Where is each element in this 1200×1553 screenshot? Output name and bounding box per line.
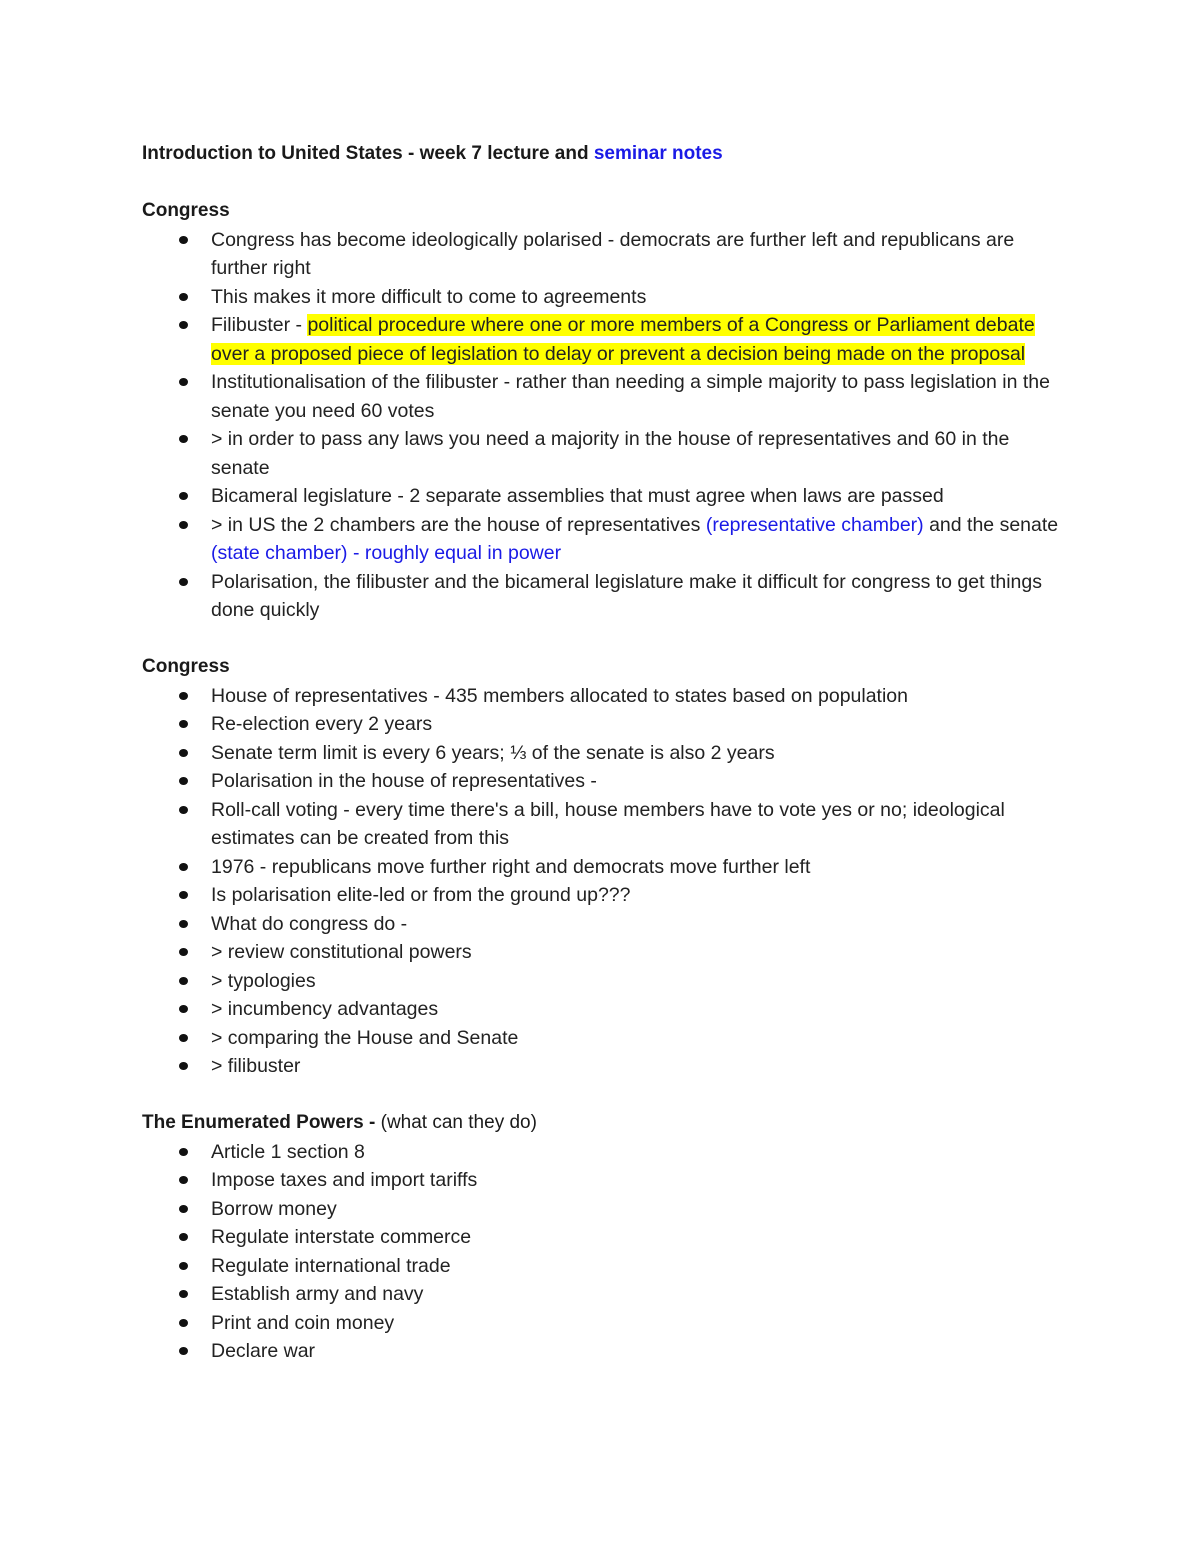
section3-heading-text: The Enumerated Powers - <box>142 1112 381 1133</box>
bullet-icon <box>179 977 188 985</box>
list-item-text: Borrow money <box>211 1197 337 1220</box>
list-item-text: This makes it more difficult to come to agreements <box>211 285 647 308</box>
bullet-icon <box>179 920 188 928</box>
list-item-text: Impose taxes and import tariffs <box>211 1169 478 1191</box>
list-item <box>142 1166 1072 1195</box>
list-item <box>142 283 1072 312</box>
list-item <box>142 938 1072 967</box>
bullet-icon <box>179 293 188 301</box>
list-item-text: Filibuster - <box>211 314 308 336</box>
bullet-icon <box>179 1233 188 1241</box>
list-item-text: Is polarisation elite-led or from the ground up??? <box>211 884 631 906</box>
bullet-icon <box>179 1205 188 1213</box>
list-item <box>142 710 1072 739</box>
list-item <box>142 767 1072 796</box>
bullet-icon <box>179 777 188 785</box>
title-main: Introduction to United States - week 7 lecture and <box>142 143 594 164</box>
list-item <box>142 1280 1072 1309</box>
bullet-icon <box>179 863 188 871</box>
list-item <box>142 1309 1072 1338</box>
list-item-text: Regulate international trade <box>211 1254 451 1277</box>
list-item <box>142 1252 1072 1281</box>
list-item-text: > in US the 2 chambers are the house of representatives <box>211 513 706 536</box>
list-item <box>142 511 1072 568</box>
list-item <box>142 311 1072 368</box>
blue-note: (representative chamber) <box>705 513 924 536</box>
bullet-icon <box>179 1347 188 1355</box>
bullet-icon <box>179 1319 188 1327</box>
section1-list <box>142 226 1072 625</box>
bullet-icon <box>179 1262 188 1270</box>
list-item-text: Polarisation in the house of representatives - <box>211 770 597 792</box>
list-item-text: Print and coin money <box>211 1311 395 1334</box>
bullet-icon <box>179 1290 188 1298</box>
bullet-icon <box>179 236 188 244</box>
list-item <box>142 682 1072 711</box>
bullet-icon <box>179 720 188 728</box>
bullet-icon <box>179 692 188 700</box>
list-item-text: Re-election every 2 years <box>211 713 433 735</box>
list-item-text: Roll-call voting - every time there's a bill, house members have to vote yes or no; ideological estimates can be created from this <box>211 798 1005 849</box>
list-item <box>142 796 1072 853</box>
list-item-text: Regulate interstate commerce <box>211 1226 472 1248</box>
document-title <box>142 140 1072 168</box>
list-item <box>142 739 1072 768</box>
list-item-text: > typologies <box>211 969 316 992</box>
list-item-text: > review constitutional powers <box>211 941 472 963</box>
list-item <box>142 1024 1072 1053</box>
section2-heading: Congress <box>142 656 230 677</box>
list-item <box>142 1138 1072 1167</box>
bullet-icon <box>179 806 188 814</box>
list-item-text: > in order to pass any laws you need a majority in the house of representatives and 60 in the senate <box>211 428 1010 479</box>
list-item <box>142 482 1072 511</box>
list-item-text: 1976 - republicans move further right and democrats move further left <box>211 855 811 878</box>
list-item <box>142 995 1072 1024</box>
bullet-icon <box>179 492 188 500</box>
list-item <box>142 967 1072 996</box>
bullet-icon <box>179 1148 188 1156</box>
list-item-text: Establish army and navy <box>211 1283 424 1305</box>
document-page <box>142 140 1072 1366</box>
list-item <box>142 1195 1072 1224</box>
list-item-text: and the senate <box>923 513 1059 536</box>
blue-note: (state chamber) - roughly equal in power <box>211 542 562 564</box>
section1-heading: Congress <box>142 200 230 221</box>
bullet-icon <box>179 1034 188 1042</box>
section3-heading <box>142 1109 1072 1138</box>
list-item <box>142 226 1072 283</box>
bullet-icon <box>179 891 188 899</box>
bullet-icon <box>179 578 188 586</box>
list-item <box>142 910 1072 939</box>
list-item-text: What do congress do - <box>211 912 408 935</box>
list-item-text: Senate term limit is every 6 years; ⅓ of the senate is also 2 years <box>211 741 775 764</box>
bullet-icon <box>179 749 188 757</box>
bullet-icon <box>179 435 188 443</box>
list-item <box>142 1337 1072 1366</box>
section2-list <box>142 682 1072 1081</box>
title-blue-text: seminar notes <box>593 143 723 164</box>
list-item <box>142 881 1072 910</box>
list-item-text: > filibuster <box>211 1055 301 1077</box>
list-item <box>142 368 1072 425</box>
list-item-text: > incumbency advantages <box>211 998 439 1020</box>
bullet-icon <box>179 948 188 956</box>
list-item <box>142 853 1072 882</box>
list-item-text: House of representatives - 435 members allocated to states based on population <box>211 684 909 707</box>
list-item-text: > comparing the House and Senate <box>211 1026 519 1049</box>
list-item-text: Polarisation, the filibuster and the bicameral legislature make it difficult for congress to get things done quickly <box>211 570 1042 621</box>
list-item <box>142 568 1072 625</box>
list-item-text: Declare war <box>211 1340 316 1362</box>
section3-heading-note: (what can they do) <box>380 1112 537 1133</box>
bullet-icon <box>179 1176 188 1184</box>
list-item-text: Bicameral legislature - 2 separate assemblies that must agree when laws are passed <box>211 485 944 507</box>
list-item-text: Institutionalisation of the filibuster - rather than needing a simple majority to pass legislation in the senate you need 60 votes <box>211 371 1050 422</box>
list-item <box>142 425 1072 482</box>
list-item <box>142 1052 1072 1081</box>
highlighted-definition: political procedure where one or more members of a Congress or Parliament debate over a proposed piece of legislation to delay or prevent a decision being made on the proposal <box>211 314 1035 365</box>
bullet-icon <box>179 521 188 529</box>
bullet-icon <box>179 321 188 329</box>
section3-list <box>142 1138 1072 1366</box>
bullet-icon <box>179 378 188 386</box>
list-item-text: Article 1 section 8 <box>211 1140 365 1163</box>
bullet-icon <box>179 1005 188 1013</box>
list-item-text: Congress has become ideologically polarised - democrats are further left and republicans are further right <box>211 228 1015 279</box>
bullet-icon <box>179 1062 188 1070</box>
list-item <box>142 1223 1072 1252</box>
